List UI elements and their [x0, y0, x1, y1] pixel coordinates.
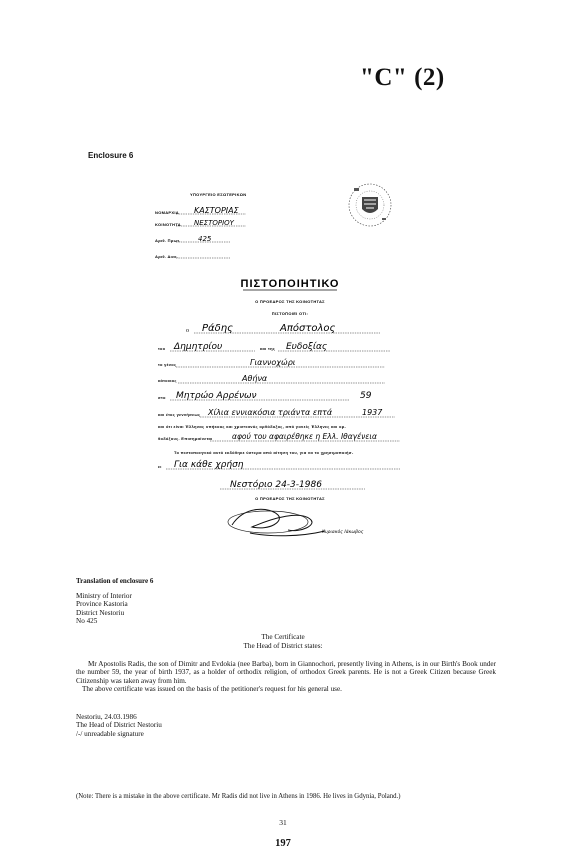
ar-diek-label: Αριθ. Διεκ. [155, 254, 179, 259]
ar-prot-value: 425 [198, 235, 212, 243]
svg-text:το γένος: το γένος [158, 362, 177, 367]
closing-line: The Head of District Nestoriu [76, 721, 162, 730]
svg-text:ο: ο [186, 328, 189, 334]
translation-header-line: District Nestoriu [76, 608, 125, 617]
translation-body: Mr Apostolis Radis, the son of Dimitr and Evdokia (nee Barba), born in Giannochori, presently living in Athens, is in our Birth's Book under the number 59, the year of birth 1937, as a holder of orthodix religion, of orthodox Greek parents. He is not a Greek Citizen because Greek Citizenship was taken away from him. [76, 660, 496, 685]
hw-year: 1937 [362, 408, 383, 417]
koinotita-label: ΚΟΙΝΟΤΗΤΑ [155, 222, 181, 227]
hw-surname: Ράδης [202, 323, 233, 334]
hw-residence: Αθήνα [242, 374, 268, 383]
president-caption: Ο ΠΡΟΕΔΡΟΣ ΤΗΣ ΚΟΙΝΟΤΗΤΑΣ [255, 496, 325, 501]
translation-header [76, 592, 132, 626]
svg-text:θοδόξους. Επισημαίνεται: θοδόξους. Επισημαίνεται [158, 436, 213, 441]
closing-line: /-/ unreadable signature [76, 729, 144, 738]
hw-given-name: Απόστολος [280, 323, 336, 334]
translation-header-line: Ministry of Interior [76, 592, 132, 600]
svg-text:κάτοικος: κάτοικος [158, 378, 177, 383]
exhibit-label: "C" (2) [360, 64, 445, 91]
hw-birthplace: Γιαννοχώρι [250, 358, 296, 367]
translation-header-line: No 425 [76, 617, 98, 626]
translation-subtitle: The Head of District states: [243, 642, 323, 650]
translation-heading: Translation of enclosure 6 [76, 577, 154, 585]
nomarchia-value: ΚΑΣΤΟΡΙΑΣ [194, 206, 239, 215]
translation-closing [76, 713, 162, 738]
translation-body-2: The above certificate was issued on the basis of the petitioner's request for his general use. [82, 685, 342, 693]
hw-book: Μητρώο Αρρένων [176, 391, 257, 401]
svg-text:και ότι είναι Έλληνας υπήκοος: και ότι είναι Έλληνας υπήκοος και χριστιανός ορθόδοξος, από γονείς Έλληνες και ορ- [158, 424, 347, 429]
svg-text:Το πιστοποιητικό αυτό εκδόθηκε: Το πιστοποιητικό αυτό εκδόθηκε ύστερα από αίτηση του, για να το χρησιμοποιήσ- [174, 450, 354, 455]
enclosure-label: Enclosure 6 [88, 151, 134, 160]
certificate-title: ΠΙΣΤΟΠΟΙΗΤΙΚΟ [240, 278, 340, 290]
translation-header-line: Province Kastoria [76, 600, 128, 609]
seal-stamp [349, 184, 391, 226]
certificate-subtitle-2: ΠΙΣΤΟΠΟΙΕΙ ΟΤΙ: [271, 311, 309, 316]
certificate-subtitle-1: Ο ΠΡΟΕΔΡΟΣ ΤΗΣ ΚΟΙΝΟΤΗΤΑΣ [255, 299, 325, 304]
nomarchia-label: ΝΟΜΑΡΧΙΑ [155, 210, 179, 215]
koinotita-value: ΝΕΣΤΟΡΙΟΥ [194, 219, 234, 227]
hw-mother: Ευδοξίας [286, 342, 328, 352]
ar-prot-label: Αριθ. Πρωτ. [155, 238, 181, 243]
hw-place-date: Νεστόριο 24-3-1986 [230, 480, 322, 490]
hw-reason: αφού του αφαιρέθηκε η Ελλ. Ιθαγένεια [232, 432, 377, 441]
svg-text:του: του [158, 346, 166, 351]
translation-title: The Certificate [261, 633, 305, 641]
translation-note: (Note: There is a mistake in the above certificate. Mr Radis did not live in Athens in 1986. He lives in Gdynia, Poland.) [76, 793, 401, 800]
page-number: 31 [279, 818, 287, 827]
certificate-scan [150, 175, 430, 565]
hw-father: Δημητρίου [174, 342, 223, 352]
svg-text:και της: και της [260, 346, 276, 351]
signature [228, 509, 325, 536]
hw-number: 59 [360, 391, 372, 401]
signature-caption: Κυριακός Ιάκωβος [322, 530, 364, 535]
document-page-number: 197 [275, 838, 291, 849]
hw-year-words: Χίλια εννιακόσια τριάντα επτά [208, 408, 333, 417]
ministry-text: ΥΠΟΥΡΓΕΙΟ ΕΣΩΤΕΡΙΚΩΝ [190, 192, 247, 197]
svg-text:στο: στο [158, 395, 166, 400]
svg-text:και έτος γεννήσεως: και έτος γεννήσεως [158, 412, 201, 417]
closing-line: Nestoriu, 24.03.1986 [76, 713, 137, 721]
svg-text:ει: ει [158, 464, 162, 469]
hw-use: Για κάθε χρήση [174, 460, 244, 470]
